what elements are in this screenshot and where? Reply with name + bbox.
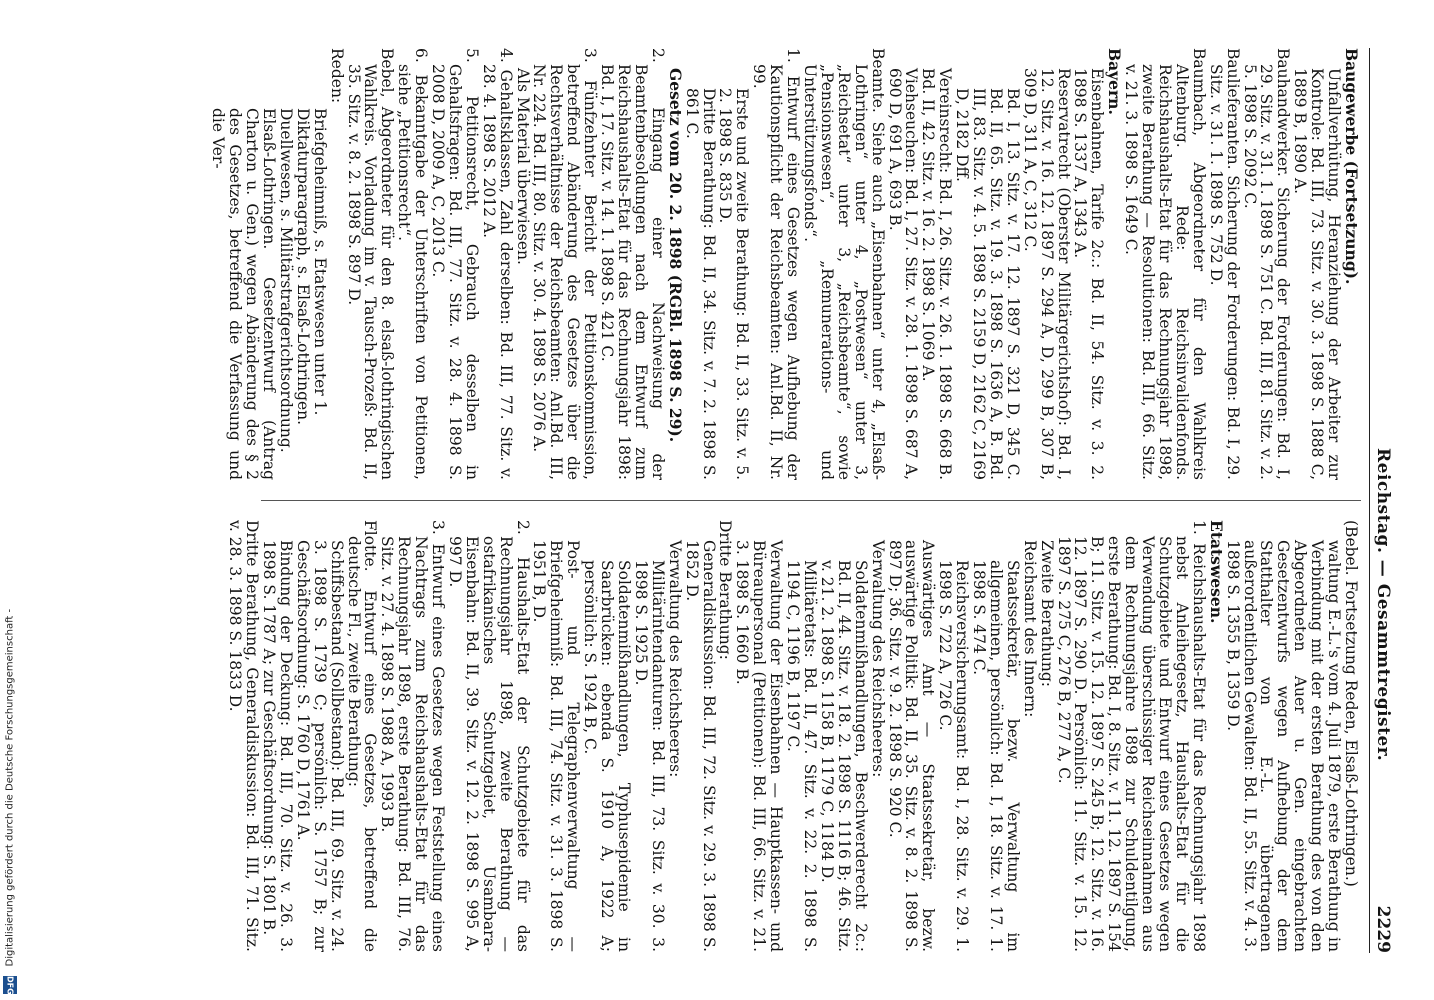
index-entry: Bd. I, 13. Sitz. v. 17. 12. 1897 S. 321 D, 345 C. Bd. II, 65. Sitz. v. 19. 3. 1898 S. 1636 A, B. Bd. III, 83. Sitz. v. 4. 5. 1898 S. 2159 D, 2162 C, 2169 D, 2182 Dff. bbox=[953, 88, 1022, 480]
index-entry: Soldatenmißhandlungen, Beschwerderecht 2c.: Bd. II, 44. Sitz. v. 18. 2. 1898 S. 1116 B; 46. Sitz. v. 21. 2. 1898 S. 1158 B, 1179 C, 1184 D. bbox=[817, 560, 870, 952]
index-entry: Reden: bbox=[327, 48, 346, 104]
index-entry: Viehseuchen: Bd. I, 27. Sitz. v. 28. 1. 1898 S. 687 A, 690 D, 691 A, 693 B. bbox=[885, 68, 921, 480]
index-entry: 4. Gehaltsklassen, Zahl derselben: Bd. III, 77. Sitz. v. 28. 4. 1898 S. 2012 A. bbox=[479, 48, 515, 480]
index-entry: Militärintendanturen: Bd. III, 73. Sitz. v. 30. 3. 1898 S. 1925 D. bbox=[631, 560, 667, 952]
index-entry: (Bebel. Fortsetzung Reden, Elsaß-Lothringen.) bbox=[1342, 520, 1360, 887]
index-entry: Gesetz vom 20. 2. 1898 (RGBl. 1898 S. 29). bbox=[665, 68, 685, 443]
index-entry: Verwaltung des Reichsheeres: bbox=[665, 540, 684, 778]
index-entry: 3. Fünfzehnter Bericht der Petitionskommission, betreffend Abänderung des Gesetzes über die Rechtsverhältnisse der Reichsbeamten: Anl.Bd. III, Nr. 224. Bd. III, 80. Sitz. v. 30. 4. 1898 S. 2076 A. bbox=[530, 48, 600, 480]
index-entry: Eisenbahnen, Tarife 2c.: Bd. II, 54. Sitz. v. 3. 2. 1898 S. 1337 A, 1343 A. bbox=[1071, 68, 1107, 480]
index-entry: 5. Petitionsrecht, Gebrauch desselben in Gehaltsfragen: Bd. III, 77. Sitz. v. 28. 4. 1898 S. 2008 D, 2009 A, C, 2013 C. bbox=[429, 48, 481, 480]
side-note bbox=[0, 0, 20, 1000]
left-column bbox=[209, 48, 1359, 480]
index-entry: 1. Reichshaushalts-Etat für das Rechnungsjahr 1898 nebst Anleihegesetz, Haushalts-Etat für die Schutzgebiete und Entwurf eines Gesetzes wegen Verwendung überschüssiger Reichseinnahmen aus dem Rechnungsjahre 1898 zur Schuldentilgung, erste Berathung: Bd. I, 8. Sitz. v. 11. 12. 1897 S. 154 B; 11. Sitz. v. 15. 12. 1897 S. 245 B; 12. Sitz. v. 16. 12. 1897 S. 290 D. Persönlich: 11. Sitz. v. 15. 12. 1897 S. 275 C, 276 B, 277 A, C. bbox=[1054, 520, 1208, 952]
index-entry: Erste und zweite Berathung: Bd. II, 33. Sitz. v. 5. 2. 1898 S. 835 D. bbox=[716, 88, 752, 480]
index-entry: Unfallverhütung, Heranziehung der Arbeiter zur Kontrole: Bd. III, 73. Sitz. v. 30. 3. 1898 S. 1888 C, 1889 B, 1890 A. bbox=[1291, 68, 1344, 480]
index-entry: 3. Entwurf eines Gesetzes wegen Feststellung eines Nachtrags zum Reichshaushalts-Etat für das Rechnungsjahr 1898, erste Berathung: Bd. III, 76. Sitz. v. 27. 4. 1898 S. 1988 A, 1993 B. bbox=[378, 520, 448, 952]
index-entry: 6. Bekanntgabe der Unterschriften von Petitionen, siehe „Petitionsrecht“. bbox=[395, 48, 431, 480]
index-entry: 2. Eingang einer Nachweisung der Beamtenbesoldungen nach dem Entwurf zum Reichshaushalts-Etat für das Rechnungsjahr 1898: Bd. I, 17. Sitz. v. 14. 1. 1898 S. 421 C. bbox=[598, 48, 667, 480]
index-entry: Als Material überwiesen. bbox=[513, 68, 532, 265]
index-entry: Verwaltung der Eisenbahnen — Hauptkassen- und Büreaupersonal (Petitionen): Bd. III, 66. Sitz. v. 21. 3. 1898 S. 1660 B. bbox=[733, 540, 786, 952]
index-entry: Reichsversicherungsamt: Bd. I, 28. Sitz. v. 29. 1. 1898 S. 722 A, 726 C. bbox=[936, 560, 972, 952]
digitization-credit: Digitalisierung gefördert durch die Deutsche Forschungsgemeinschaft - bbox=[4, 608, 16, 967]
page-number: 2229 bbox=[1372, 905, 1393, 953]
index-entry: Diktaturparagraph, s. Elsaß-Lothringen. bbox=[293, 108, 312, 426]
index-entry: waltung E.-L.'s vom 4. Juli 1879, erste Berathung in Verbindung mit der ersten Berathung des von den Abgeordneten Auer u. Gen. eingebrachten Gesetzentwurfs wegen Aufhebung der dem Statthalter von E.-L. übertragenen außerordentlichen Gewalten: Bd. II, 55. Sitz. v. 4. 3. 1898 S. 1355 B, 1359 D. bbox=[1223, 540, 1344, 952]
index-entry: 1. Entwurf eines Gesetzes wegen Aufhebung der Kautionspflicht der Reichsbeamten: Anl.Bd. II, Nr. 99. bbox=[750, 48, 803, 480]
rotated-page bbox=[209, 48, 1395, 953]
index-entry: Baugewerbe (Fortsetzung). bbox=[1342, 48, 1361, 285]
index-entry: Post- und Telegraphenverwaltung — Briefgeheimniß: Bd. III, 74. Sitz. v. 31. 3. 1898 S. 1951 B, D. bbox=[530, 540, 583, 952]
index-entry: Dritte Berathung: Bd. II, 34. Sitz. v. 7. 2. 1898 S. 861 C. bbox=[682, 88, 718, 480]
dfg-logo-icon: DFG bbox=[3, 976, 17, 994]
right-column bbox=[226, 520, 1359, 952]
index-entry: Dritte Berathung: bbox=[716, 520, 735, 660]
index-entry: Briefgeheimniß, s. Etatswesen unter 1. bbox=[310, 108, 329, 416]
index-entry: Reichsamt des Innern: bbox=[1020, 540, 1039, 718]
index-entry: Bebel, Abgeordneter für den 8. elsaß-lothringischen Wahlkreis. Vorladung im v. Tausch-Prozeß: Bd. II, 35. Sitz. v. 8. 2. 1898 S. 897 D. bbox=[344, 48, 397, 480]
index-entry: Reservatrecht (Oberster Militärgerichtshof): Bd. I, 12. Sitz. v. 16. 12. 1897 S. 294 A, D, 299 B, 307 B, 309 D, 311 A, C, 312 C. bbox=[1020, 68, 1073, 480]
index-entry: Zweite Berathung: bbox=[1037, 540, 1056, 688]
index-entry: Etatswesen. bbox=[1206, 520, 1226, 624]
index-entry: Bindung der Deckung: Bd. III, 70. Sitz. v. 26. 3. 1898 S. 1787 A; zur Geschäftsordnung: S. 1801 B. bbox=[260, 540, 295, 952]
index-entry: Auswärtiges Amt — Staatssekretär, bezw. auswärtige Politik: Bd. II, 35. Sitz. v. 8. 2. 1898 S. 897 D; 36. Sitz. v. 9. 2. 1898 S. 920 C. bbox=[885, 540, 938, 952]
index-entry: Vereinsrecht: Bd. I, 26. Sitz. v. 26. 1. 1898 S. 668 B. Bd. II, 42. Sitz. v. 16. 2. 1898 S. 1069 A. bbox=[919, 68, 955, 480]
index-entry: Dritte Berathung, Generaldiskussion: Bd. III, 71. Sitz. v. 28. 3. 1898 S. 1833 D. bbox=[226, 520, 262, 952]
index-entry: Baumbach, Abgeordneter für den Wahlkreis Altenburg. Rede: Reichsinvalidenfonds. Reichshaushalts-Etat für das Rechnungsjahr 1898, zweite Berathung — Resolutionen: Bd. III, 66. Sitz. v. 21. 3. 1898 S. 1649 C. bbox=[1122, 48, 1208, 480]
index-entry: Bauhandwerker. Sicherung der Forderungen: Bd. I, 29. Sitz. v. 31. 1. 1898 S. 751 C. Bd. III, 81. Sitz. v. 2. 5. 1898 S. 2092 C. bbox=[1240, 48, 1293, 480]
index-entry: Generaldiskussion: Bd. III, 72. Sitz. v. 29. 3. 1898 S. 1852 D. bbox=[682, 540, 718, 952]
index-entry: Baulieferanten. Sicherung der Forderungen: Bd. I, 29. Sitz. v. 31. 1. 1898 S. 752 D. bbox=[1206, 48, 1242, 480]
column-divider bbox=[261, 500, 1361, 501]
index-entry: Staatssekretär, bezw. Verwaltung im allgemeinen, persönlich: Bd. I, 18. Sitz. v. 17. 1. 1898 S. 474 C. bbox=[970, 560, 1022, 952]
running-head: Reichstag. — Gesammtregister. bbox=[1372, 448, 1393, 762]
index-entry: Militäretats: Bd. II, 47. Sitz. v. 22. 2. 1898 S. 1194 C, 1196 B, 1197 C. bbox=[784, 560, 819, 952]
index-entry: Bayern. bbox=[1105, 48, 1125, 115]
page-header bbox=[1369, 48, 1395, 953]
index-entry: Beamte. Siehe auch „Eisenbahnen“ unter 4, „Elsaß-Lothringen“ unter 4, „Postwesen“ unter 3, „Reichsetat“ unter 3, „Reichsbeamte“, sowie „Pensionswesen“, „Remunerations- und Unterstützungsfonds“. bbox=[801, 48, 887, 480]
index-entry: Flotte. Entwurf eines Gesetzes, betreffend die deutsche Fl., zweite Berathung: bbox=[344, 520, 380, 952]
index-entry: Schiffsbestand (Sollbestand): Bd. III, 69. Sitz. v. 24. 3. 1898 S. 1739 C; persönlich: S. 1757 B; zur Geschäftsordnung: S. 1760 D, 1761 A. bbox=[293, 540, 346, 952]
index-entry: 2. Haushalts-Etat der Schutzgebiete für das Rechnungsjahr 1898, zweite Berathung — ostafrikanisches Schutzgebiet, Usambara-Eisenbahn: Bd. II, 39. Sitz. v. 12. 2. 1898 S. 995 A, 997 D. bbox=[445, 520, 532, 952]
index-entry: Verwaltung des Reichsheeres: bbox=[868, 540, 887, 778]
index-entry: Duellwesen, s. Militärstrafgerichtsordnung. bbox=[276, 108, 295, 453]
index-entry: Elsaß-Lothringen. Gesetzentwurf (Antrag Charton u. Gen.) wegen Abänderung des § 2 des Gesetzes, betreffend die Verfassung und die Ver- bbox=[209, 108, 278, 480]
index-entry: Soldatenmißhandlungen, Typhusepidemie in Saarbrücken: ebenda S. 1910 A, 1922 A; persönlich: S. 1924 B, C. bbox=[581, 560, 634, 952]
